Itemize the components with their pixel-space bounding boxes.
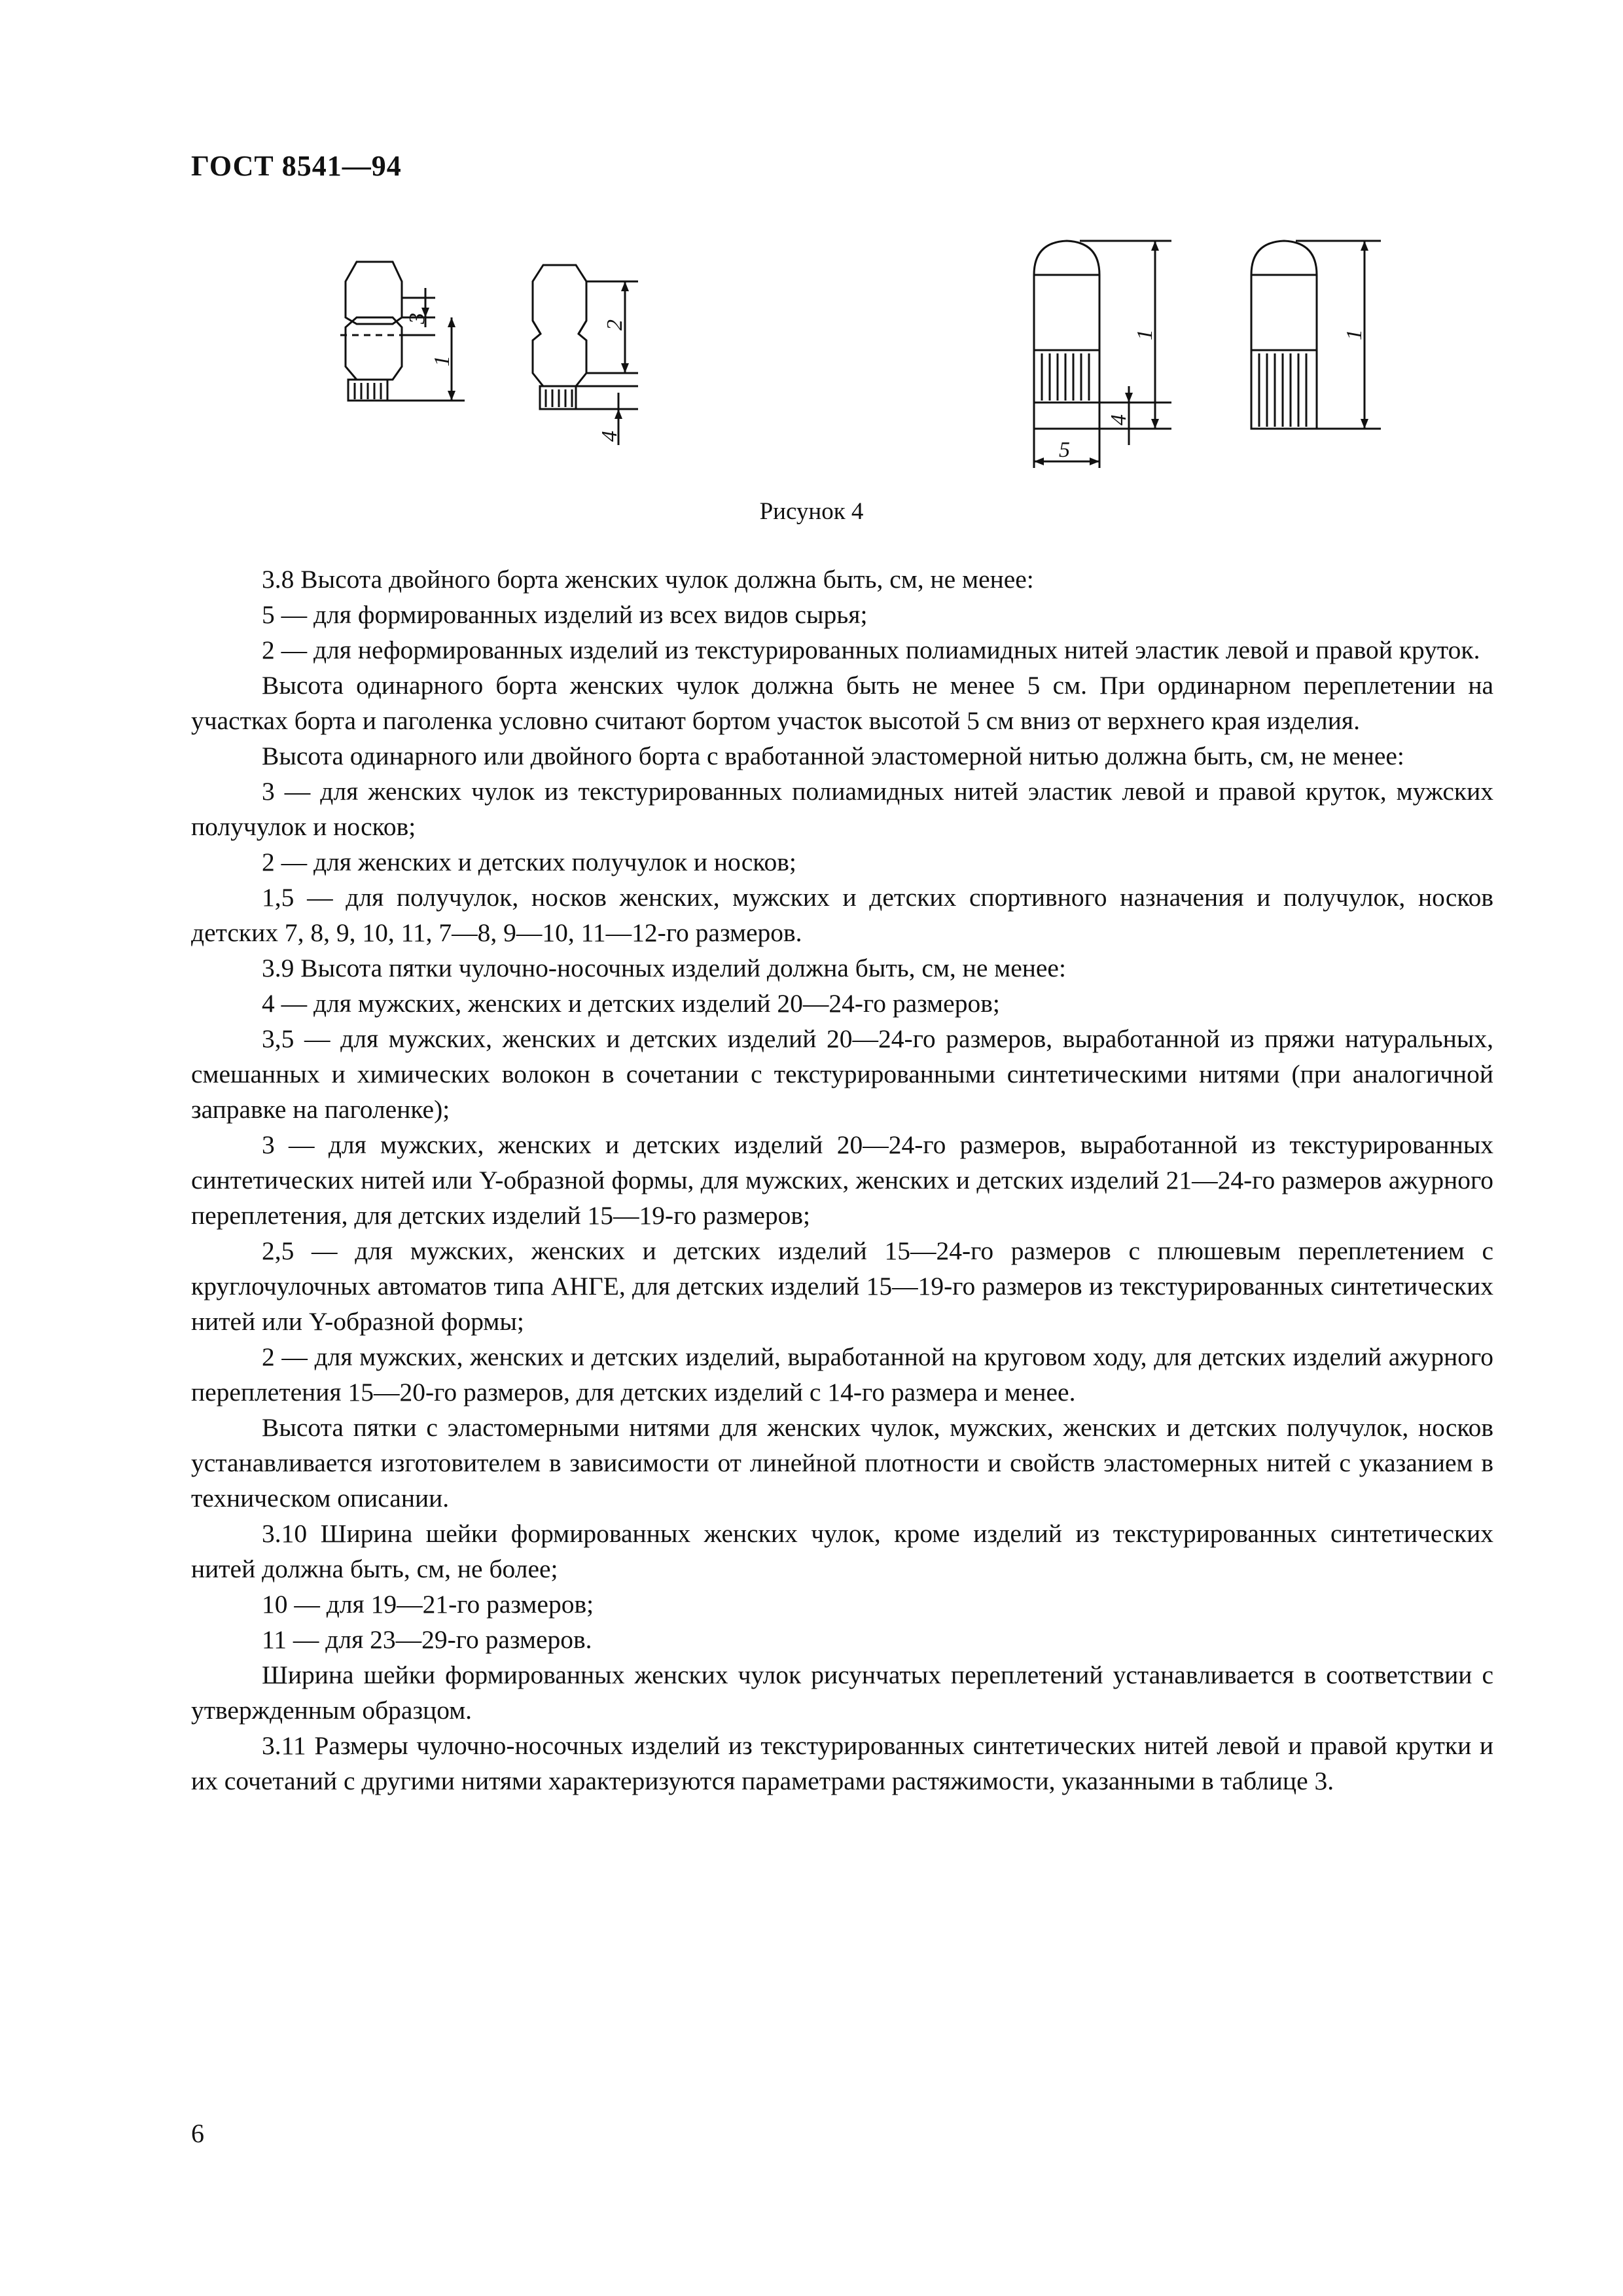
figure-caption: Рисунок 4 [759,498,864,525]
paragraph: Высота одинарного борта женских чулок должна быть не менее 5 см. При ординарном переплетении на участках борта и паголенка условно считают бортом участок высотой 5 см вниз от верхнего края изделия. [191,671,1493,735]
dim-label-d4: 4 [597,431,622,442]
paragraph: 3 — для женских чулок из текстурированных полиамидных нитей эластик левой и правой круток, мужских получулок и носков; [191,777,1493,841]
dim-label-d3: 2 [603,319,627,331]
paragraph-3-8: 3.8 Высота двойного борта женских чулок должна быть, см, не менее: [262,565,1034,594]
paragraph: 3 — для мужских, женских и детских изделий 20—24-го размеров, выработанной из текстурированных синтетических нитей или Y-образной формы, для мужских, женских и детских изделий 21—24-го размеров ажурного переплетения, для детских изделий 15—19-го размеров; [191,1130,1493,1230]
paragraph: 2,5 — для мужских, женских и детских изделий 15—24-го размеров с плюшевым переплетением с круглочулочных автоматов типа АНГЕ, для детских изделий 15—19-го размеров из текстурированных синтетических нитей или Y-образной формы; [191,1236,1493,1336]
figure-sketch-3 [1034,241,1171,468]
dim-label-d1: 3 [405,313,429,324]
paragraph: 2 — для женских и детских получулок и носков; [262,848,796,876]
figure-sketch-2 [533,265,638,445]
dim-label-d7: 5 [1059,438,1070,462]
paragraph: Ширина шейки формированных женских чулок рисунчатых переплетений устанавливается в соответствии с утвержденным образцом. [191,1660,1493,1725]
paragraph: 5 — для формированных изделий из всех видов сырья; [262,600,868,629]
paragraph: 2 — для неформированных изделий из текстурированных полиамидных нитей эластик левой и правой круток. [262,636,1480,664]
paragraph: 3,5 — для мужских, женских и детских изделий 20—24-го размеров, выработанной из пряжи натуральных, смешанных и химических волокон в сочетании с текстурированными синтетическими нитями (при аналогичной заправке на паголенке); [191,1024,1493,1124]
figure-sketch-1 [340,262,465,401]
figure-4 [0,0,1623,471]
paragraph-3-11: 3.11 Размеры чулочно-носочных изделий из текстурированных синтетических нитей левой и правой крутки и их сочетаний с другими нитями характеризуются параметрами растяжимости, указанными в таблице 3. [191,1731,1493,1795]
paragraph: 2 — для мужских, женских и детских изделий, выработанной на круговом ходу, для детских изделий ажурного переплетения 15—20-го размеров, для детских изделий с 14-го размера и менее. [191,1342,1493,1407]
paragraph: Высота пятки с эластомерными нитями для женских чулок, мужских, женских и детских получулок, носков устанавливается изготовителем в зависимости от линейной плотности и свойств эластомерных нитей с указанием в техническом описании. [191,1413,1493,1513]
dim-label-d8: 1 [1342,329,1366,340]
dim-label-d2: 1 [430,355,454,367]
paragraph-3-9: 3.9 Высота пятки чулочно-носочных изделий должна быть, см, не менее: [262,954,1066,982]
paragraph: 4 — для мужских, женских и детских изделий 20—24-го размеров; [262,989,1000,1018]
paragraph: 1,5 — для получулок, носков женских, мужских и детских спортивного назначения и получулок, носков детских 7, 8, 9, 10, 11, 7—8, 9—10, 11—12-го размеров. [191,883,1493,947]
paragraph: 10 — для 19—21-го размеров; [262,1590,594,1619]
page-number: 6 [191,2119,204,2148]
paragraph-3-10: 3.10 Ширина шейки формированных женских чулок, кроме изделий из текстурированных синтетических нитей должна быть, см, не более; [191,1519,1493,1583]
paragraph: Высота одинарного или двойного борта с вработанной эластомерной нитью должна быть, см, не менее: [262,742,1404,770]
dim-label-d5: 1 [1133,329,1157,340]
paragraph: 11 — для 23—29-го размеров. [262,1625,592,1654]
body-text [191,562,1493,1799]
dim-label-d6: 4 [1107,414,1131,425]
document-code-header: ГОСТ 8541—94 [191,150,402,182]
